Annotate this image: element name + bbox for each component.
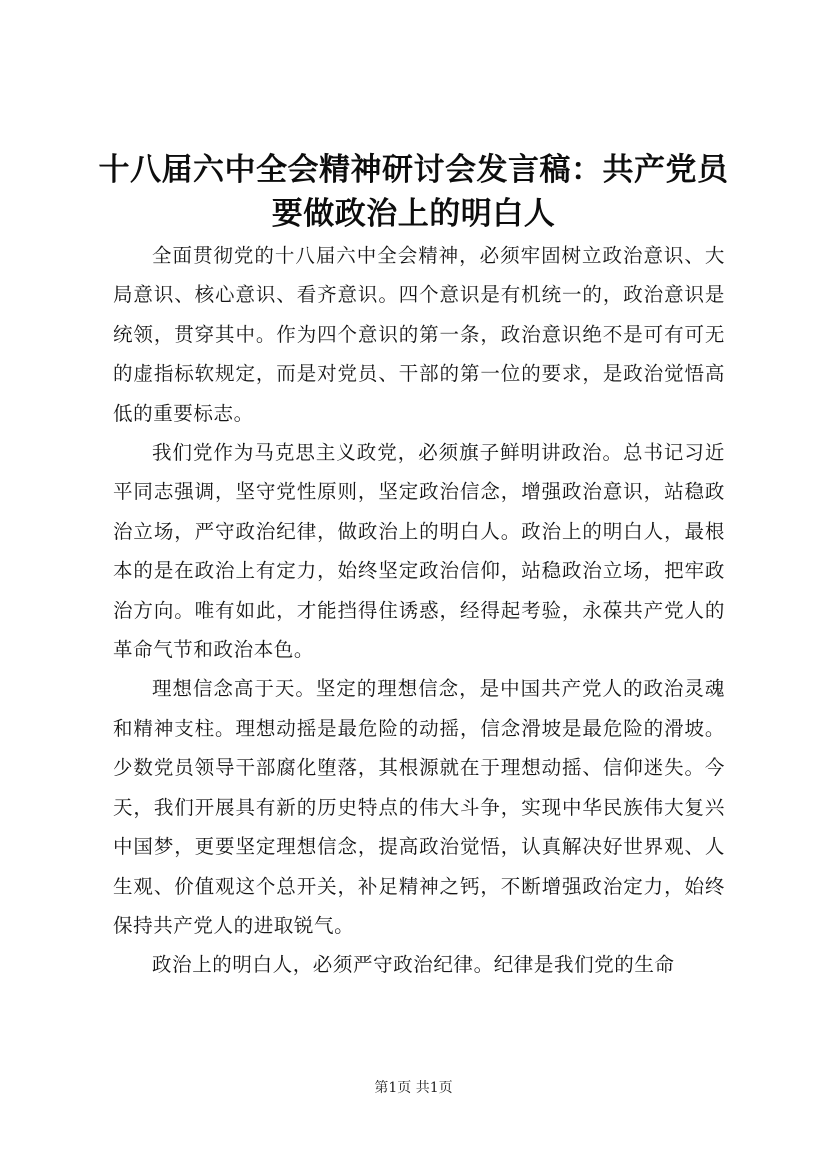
paragraph-1: 全面贯彻党的十八届六中全会精神，必须牢固树立政治意识、大局意识、核心意识、看齐意识。四个意识是有机统一的，政治意识是统领，贯穿其中。作为四个意识的第一条，政治意识绝不是可有可无的虚指标软规定，而是对党员、干部的第一位的要求，是政治觉悟高低的重要标志。 <box>113 244 725 425</box>
title-line-1: 十八届六中全会精神研讨会发言稿：共产党员 <box>98 152 729 188</box>
title-line-2: 要做政治上的明白人 <box>271 196 556 232</box>
document-body <box>113 236 725 985</box>
paragraph-2: 我们党作为马克思主义政党，必须旗子鲜明讲政治。总书记习近平同志强调，坚守党性原则，坚定政治信念，增强政治意识，站稳政治立场，严守政治纪律，做政治上的明白人。政治上的明白人，最根本的是在政治上有定力，始终坚定政治信仰，站稳政治立场，把牢政治方向。唯有如此，才能挡得住诱惑，经得起考验，永葆共产党人的革命气节和政治本色。 <box>113 441 725 662</box>
document-title <box>90 148 737 236</box>
page-footer: 第1页 共1页 <box>374 1080 453 1096</box>
paragraph-4: 政治上的明白人，必须严守政治纪律。纪律是我们党的生命 <box>152 953 675 977</box>
paragraph-3: 理想信念高于天。坚定的理想信念，是中国共产党人的政治灵魂和精神支柱。理想动摇是最危险的动摇，信念滑坡是最危险的滑坡。少数党员领导干部腐化堕落，其根源就在于理想动摇、信仰迷失。今天，我们开展具有新的历史特点的伟大斗争，实现中华民族伟大复兴中国梦，更要坚定理想信念，提高政治觉悟，认真解决好世界观、人生观、价值观这个总开关，补足精神之钙，不断增强政治定力，始终保持共产党人的进取锐气。 <box>113 677 725 937</box>
